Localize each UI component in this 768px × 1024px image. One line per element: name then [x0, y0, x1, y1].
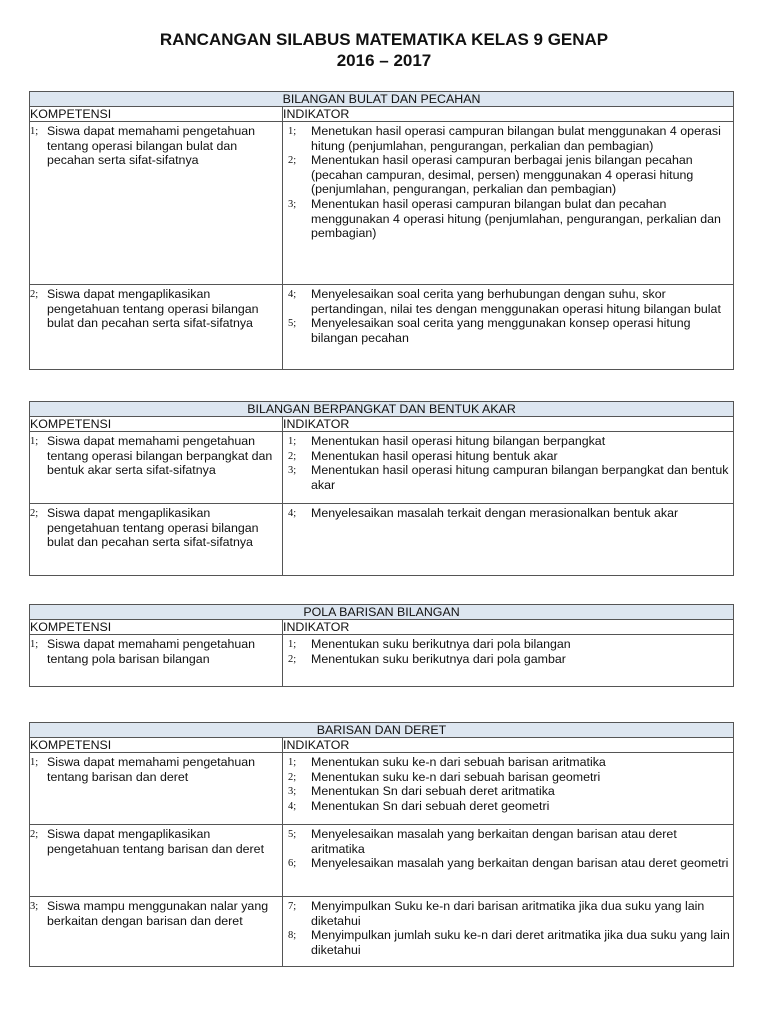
indikator-text: Menyelesaikan soal cerita yang berhubungan dengan suhu, skor pertandingan, nilai tes dengan menggunakan operasi hitung bilangan bulat [311, 287, 721, 316]
indikator-text: Menentukan hasil operasi hitung bilangan berpangkat [311, 434, 606, 448]
item-number: 1; [30, 436, 39, 447]
item-number: 6; [288, 858, 297, 870]
indikator-cell [283, 122, 734, 285]
item-number: 1; [288, 126, 297, 137]
item-number: 5; [288, 829, 297, 840]
indikator-text: Menentukan hasil operasi hitung campuran bilangan berpangkat dan bentuk akar [311, 463, 729, 492]
kompetensi-item [30, 124, 282, 168]
item-number: 1; [30, 639, 39, 650]
section-table [29, 401, 734, 576]
table-row [30, 753, 734, 825]
indikator-text: Menyelesaikan masalah yang berkaitan dengan barisan atau deret aritmatika [311, 827, 677, 856]
indikator-item [283, 770, 733, 785]
kompetensi-cell [30, 635, 283, 687]
column-header-kompetensi: KOMPETENSI [30, 107, 283, 122]
item-number: 2; [30, 829, 39, 840]
kompetensi-text: Siswa dapat mengaplikasikan pengetahuan tentang barisan dan deret [47, 827, 265, 856]
table-row [30, 432, 734, 504]
item-number: 3; [288, 465, 297, 477]
item-number: 1; [288, 757, 297, 768]
item-number: 7; [288, 901, 297, 912]
column-header-indikator: INDIKATOR [283, 107, 734, 122]
kompetensi-cell [30, 432, 283, 504]
indikator-cell [283, 285, 734, 370]
table-row [30, 504, 734, 576]
indikator-item [283, 287, 733, 316]
kompetensi-text: Siswa dapat memahami pengetahuan tentang barisan dan deret [47, 755, 256, 784]
indikator-item [283, 899, 733, 928]
column-header-kompetensi: KOMPETENSI [30, 620, 283, 635]
indikator-text: Menyelesaikan masalah yang berkaitan dengan barisan atau deret geometri [311, 856, 729, 871]
kompetensi-text: Siswa dapat memahami pengetahuan tentang pola barisan bilangan [47, 637, 256, 666]
item-number: 4; [288, 800, 297, 812]
indikator-cell [283, 897, 734, 967]
section-title: BILANGAN BERPANGKAT DAN BENTUK AKAR [30, 402, 734, 417]
kompetensi-item [30, 434, 282, 478]
column-header-kompetensi: KOMPETENSI [30, 417, 283, 432]
indikator-item [283, 928, 733, 957]
kompetensi-text: Siswa dapat mengaplikasikan pengetahuan tentang operasi bilangan bulat dan pecahan serta sifat-sifatnya [47, 506, 259, 550]
indikator-cell [283, 635, 734, 687]
indikator-item [283, 784, 733, 799]
indikator-text: Menyimpulkan Suku ke-n dari barisan aritmatika jika dua suku yang lain diketahui [311, 899, 705, 928]
section-title: BARISAN DAN DERET [30, 723, 734, 738]
document-title: RANCANGAN SILABUS MATEMATIKA KELAS 9 GENAP [159, 30, 609, 49]
indikator-text: Menentukan suku berikutnya dari pola gambar [311, 651, 566, 666]
section-table [29, 604, 734, 687]
indikator-text: Menetukan hasil operasi campuran bilangan bulat menggunakan 4 operasi hitung (penjumlahan, pengurangan, perkalian dan pembagian) [311, 124, 721, 153]
item-number: 3; [288, 198, 297, 210]
item-number: 2; [30, 508, 39, 519]
indikator-text: Menentukan Sn dari sebuah deret aritmatika [311, 784, 555, 799]
table-row [30, 635, 734, 687]
kompetensi-cell [30, 504, 283, 576]
kompetensi-cell [30, 897, 283, 967]
indikator-item [283, 153, 733, 197]
item-number: 3; [288, 786, 297, 798]
indikator-item [283, 197, 733, 241]
document-year: 2016 – 2017 [336, 51, 432, 70]
kompetensi-cell [30, 753, 283, 825]
indikator-text: Menyelesaikan masalah terkait dengan merasionalkan bentuk akar [311, 506, 679, 520]
kompetensi-item [30, 755, 282, 784]
section-title: BILANGAN BULAT DAN PECAHAN [30, 92, 734, 107]
indikator-text: Menyimpulkan jumlah suku ke-n dari deret aritmatika jika dua suku yang lain diketahui [311, 928, 730, 957]
section-table [29, 91, 734, 370]
indikator-text: Menentukan suku berikutnya dari pola bilangan [311, 637, 571, 651]
indikator-cell [283, 753, 734, 825]
table-row [30, 825, 734, 897]
item-number: 4; [288, 289, 297, 300]
indikator-item [283, 434, 733, 449]
indikator-text: Menentukan hasil operasi campuran bilangan bulat dan pecahan menggunakan 4 operasi hitung (penjumlahan, pengurangan, perkalian dan pembagian) [311, 196, 721, 241]
indikator-text: Menentukan suku ke-n dari sebuah barisan aritmatika [311, 755, 606, 769]
indikator-item [283, 856, 733, 871]
item-number: 1; [288, 639, 297, 650]
kompetensi-text: Siswa dapat memahami pengetahuan tentang operasi bilangan bulat dan pecahan serta sifat-sifatnya [47, 124, 256, 168]
column-header-kompetensi: KOMPETENSI [30, 738, 283, 753]
indikator-item [283, 124, 733, 153]
indikator-item [283, 827, 733, 856]
item-number: 4; [288, 508, 297, 519]
table-row [30, 897, 734, 967]
kompetensi-text: Siswa dapat mengaplikasikan pengetahuan tentang operasi bilangan bulat dan pecahan serta sifat-sifatnya [47, 287, 259, 331]
column-header-indikator: INDIKATOR [283, 417, 734, 432]
section-table [29, 722, 734, 967]
indikator-item [283, 316, 733, 345]
indikator-cell [283, 825, 734, 897]
kompetensi-cell [30, 285, 283, 370]
indikator-item [283, 463, 733, 492]
column-header-indikator: INDIKATOR [283, 738, 734, 753]
item-number: 8; [288, 930, 297, 942]
item-number: 1; [288, 436, 297, 447]
item-number: 3; [30, 901, 39, 912]
kompetensi-item [30, 827, 282, 856]
item-number: 1; [30, 126, 39, 137]
item-number: 2; [30, 289, 39, 300]
kompetensi-item [30, 287, 282, 331]
kompetensi-item [30, 506, 282, 550]
indikator-text: Menentukan hasil operasi hitung bentuk akar [311, 448, 558, 463]
section-title: POLA BARISAN BILANGAN [30, 605, 734, 620]
indikator-text: Menentukan Sn dari sebuah deret geometri [311, 798, 550, 813]
item-number: 2; [288, 771, 297, 783]
item-number: 5; [288, 318, 297, 330]
indikator-item [283, 799, 733, 814]
item-number: 1; [30, 757, 39, 768]
kompetensi-item [30, 637, 282, 666]
indikator-cell [283, 504, 734, 576]
item-number: 2; [288, 155, 297, 167]
indikator-item [283, 449, 733, 464]
indikator-item [283, 755, 733, 770]
table-row [30, 285, 734, 370]
kompetensi-cell [30, 825, 283, 897]
indikator-text: Menentukan suku ke-n dari sebuah barisan geometri [311, 769, 601, 784]
table-row [30, 122, 734, 285]
item-number: 2; [288, 653, 297, 665]
kompetensi-cell [30, 122, 283, 285]
indikator-cell [283, 432, 734, 504]
column-header-indikator: INDIKATOR [283, 620, 734, 635]
indikator-item [283, 652, 733, 667]
kompetensi-text: Siswa dapat memahami pengetahuan tentang operasi bilangan berpangkat dan bentuk akar serta sifat-sifatnya [47, 434, 273, 478]
indikator-text: Menentukan hasil operasi campuran berbagai jenis bilangan pecahan (pecahan campuran, desimal, persen) menggunakan 4 operasi hitung (penjumlahan, pengurangan, perkalian dan pembagian) [311, 153, 694, 197]
indikator-text: Menyelesaikan soal cerita yang menggunakan konsep operasi hitung bilangan pecahan [311, 316, 691, 345]
item-number: 2; [288, 450, 297, 462]
kompetensi-text: Siswa mampu menggunakan nalar yang berkaitan dengan barisan dan deret [47, 899, 269, 928]
indikator-item [283, 637, 733, 652]
indikator-item [283, 506, 733, 521]
kompetensi-item [30, 899, 282, 928]
